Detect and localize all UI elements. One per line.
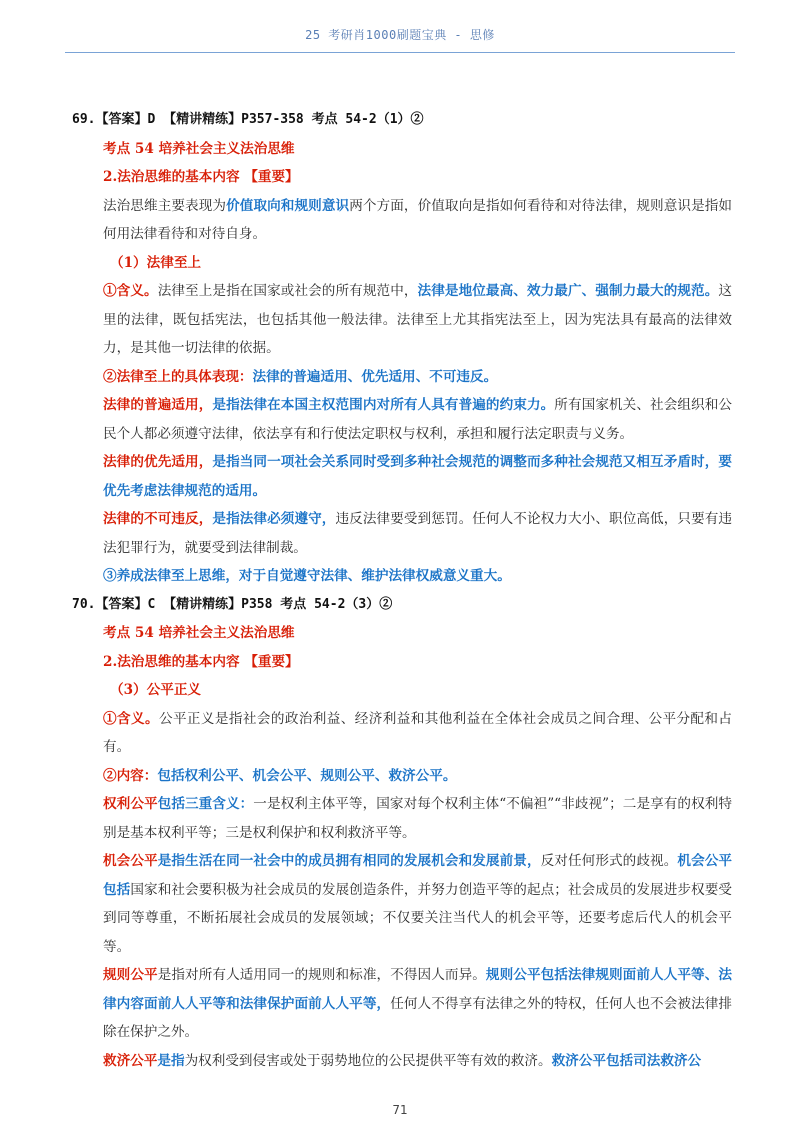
q70-rules-fairness-paragraph: 规则公平是指对所有人适用同一的规则和标准，不得因人而异。规则公平包括法律规则面前人人平等、法律内容面前人人平等和法律保护面前人人平等，任何人不得享有法律之外的特权，任何人也不会被法律排除在保护之外。 <box>103 967 733 1040</box>
q69-meaning-paragraph: ①含义。法律至上是指在国家或社会的所有规范中，法律是地位最高、效力最广、强制力最大的规范。这里的法律，既包括宪法，也包括其他一般法律。法律至上尤其指宪法至上，因为宪法具有最高的法律效力，是其他一切法律的依据。 <box>103 283 733 356</box>
q69-inviolability-paragraph: 法律的不可违反，是指法律必须遵守，违反法律要受到惩罚。任何人不论权力大小、职位高低，只要有违法犯罪行为，就要受到法律制裁。 <box>103 511 733 556</box>
q69-intro-paragraph: 法治思维主要表现为价值取向和规则意识两个方面，价值取向是指如何看待和对待法律，规则意识是指如何用法律看待和对待自身。 <box>103 197 733 242</box>
q70-section-fairness-justice: （3）公平正义 <box>110 682 202 698</box>
q70-remedy-fairness-paragraph: 救济公平是指为权利受到侵害或处于弱势地位的公民提供平等有效的救济。救济公平包括司法救济公 <box>103 1052 702 1069</box>
q69-manifestation-line: ②法律至上的具体表现：法律的普遍适用、优先适用、不可违反。 <box>103 368 498 385</box>
header-divider <box>65 52 735 53</box>
running-header: 25 考研肖1000刷题宝典 - 思修 <box>305 28 495 42</box>
question-69-answer-heading: 69.【答案】D 【精讲精练】P357-358 考点 54-2（1）② <box>72 112 424 127</box>
q69-cultivate-thinking-line: ③养成法律至上思维，对于自觉遵守法律、维护法律权威意义重大。 <box>103 568 511 584</box>
q69-topic-heading: 考点 54 培养社会主义法治思维 <box>103 140 295 157</box>
q69-universal-application-paragraph: 法律的普遍适用，是指法律在本国主权范围内对所有人具有普遍的约束力。所有国家机关、社会组织和公民个人都必须遵守法律，依法享有和行使法定职权与权利，承担和履行法定职责与义务。 <box>103 397 732 442</box>
q70-topic-heading: 考点 54 培养社会主义法治思维 <box>103 625 295 641</box>
q70-rights-fairness-paragraph: 权利公平包括三重含义：一是权利主体平等，国家对每个权利主体“不偏袒”“非歧视”；二是享有的权利特别是基本权利平等；三是权利保护和权利救济平等。 <box>103 796 733 841</box>
q70-subtopic-heading: 2.法治思维的基本内容 【重要】 <box>103 653 299 670</box>
q70-opportunity-fairness-paragraph: 机会公平是指生活在同一社会中的成员拥有相同的发展机会和发展前景，反对任何形式的歧视。机会公平包括国家和社会要积极为社会成员的发展创造条件，并努力创造平等的起点；社会成员的发展进步权要受到同等尊重，不断拓展社会成员的发展领域；不仅要关注当代人的机会平等，还要考虑后代人的机会平等。 <box>103 853 733 955</box>
q70-content-line: ②内容：包括权利公平、机会公平、规则公平、救济公平。 <box>103 767 457 784</box>
page-body <box>72 106 732 1075</box>
q69-subtopic-heading: 2.法治思维的基本内容 【重要】 <box>103 169 299 185</box>
question-70-answer-heading: 70.【答案】C 【精讲精练】P358 考点 54-2（3）② <box>72 596 393 612</box>
q70-meaning-paragraph: ①含义。公平正义是指社会的政治利益、经济利益和其他利益在全体社会成员之间合理、公平分配和占有。 <box>103 710 733 755</box>
q69-priority-application-paragraph: 法律的优先适用，是指当同一项社会关系同时受到多种社会规范的调整而多种社会规范又相互矛盾时，要优先考虑法律规范的适用。 <box>103 454 732 499</box>
page-number: 71 <box>392 1103 408 1117</box>
q69-section-law-supremacy: （1）法律至上 <box>110 254 202 271</box>
